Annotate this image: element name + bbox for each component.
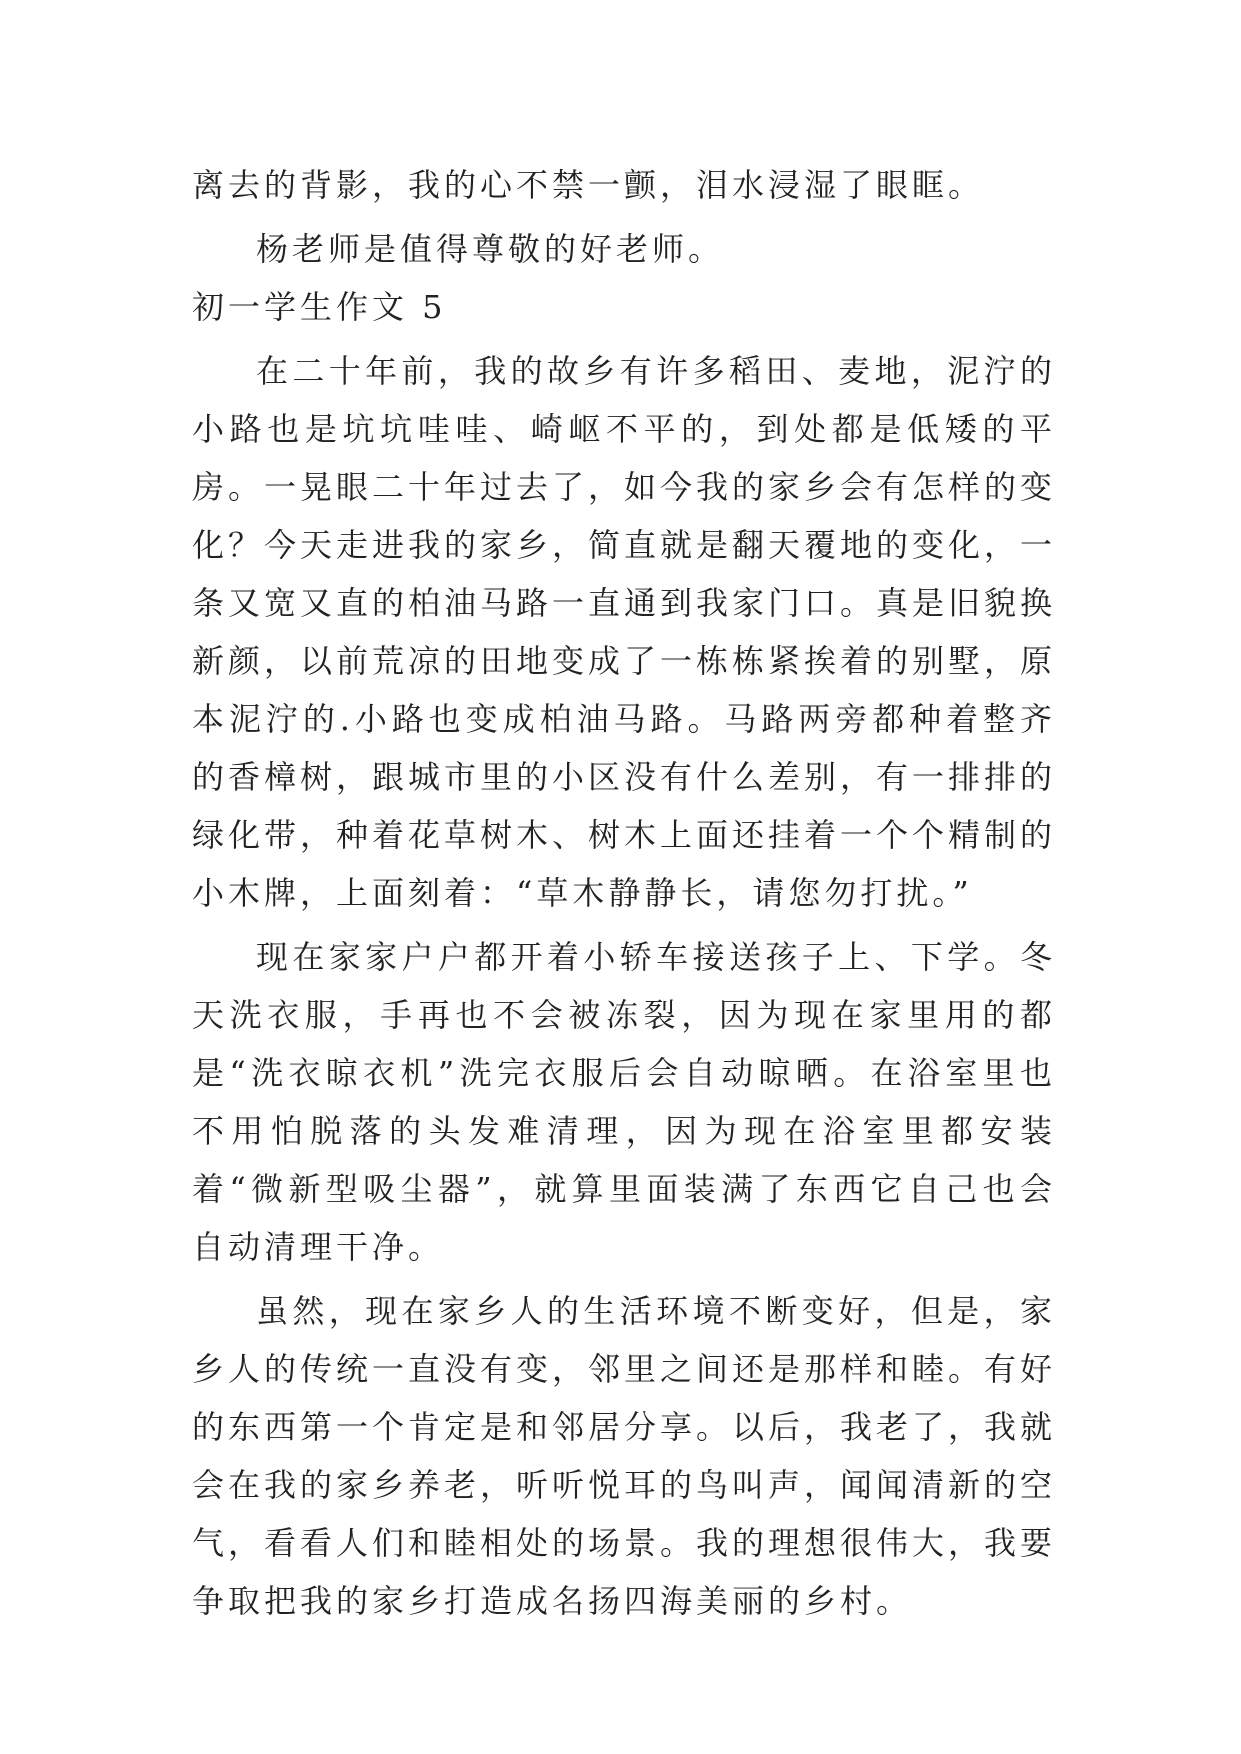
closing-line: 杨老师是值得尊敬的好老师。 (256, 230, 725, 268)
paragraph-3: 虽然，现在家乡人的生活环境不断变好，但是，家乡人的传统一直没有变，邻里之间还是那样和睦。有好的东西第一个肯定是和邻居分享。以后，我老了，我就会在我的家乡养老，听听悦耳的鸟叫声，闻闻清新的空气，看看人们和睦相处的场景。我的理想很伟大，我要争取把我的家乡打造成名扬四海美丽的乡村。 (192, 1292, 1057, 1620)
essay-title: 初一学生作文 5 (192, 288, 447, 326)
paragraph-1: 在二十年前，我的故乡有许多稻田、麦地，泥泞的小路也是坑坑哇哇、崎岖不平的，到处都是低矮的平房。一晃眼二十年过去了，如今我的家乡会有怎样的变化？今天走进我的家乡，简直就是翻天覆地的变化，一条又宽又直的柏油马路一直通到我家门口。真是旧貌换新颜，以前荒凉的田地变成了一栋栋紧挨着的别墅，原本泥泞的.小路也变成柏油马路。马路两旁都种着整齐的香樟树，跟城市里的小区没有什么差别，有一排排的绿化带，种着花草树木、树木上面还挂着一个个精制的小木牌，上面刻着：“草木静静长，请您勿打扰。” (192, 352, 1057, 912)
document-body (192, 156, 1056, 1630)
continuation-text: 离去的背影，我的心不禁一颤，泪水浸湿了眼眶。 (192, 166, 985, 204)
paragraph-2: 现在家家户户都开着小轿车接送孩子上、下学。冬天洗衣服，手再也不会被冻裂，因为现在家里用的都是“洗衣晾衣机”洗完衣服后会自动晾晒。在浴室里也不用怕脱落的头发难清理，因为现在浴室里都安装着“微新型吸尘器”，就算里面装满了东西它自己也会自动清理干净。 (192, 938, 1056, 1266)
